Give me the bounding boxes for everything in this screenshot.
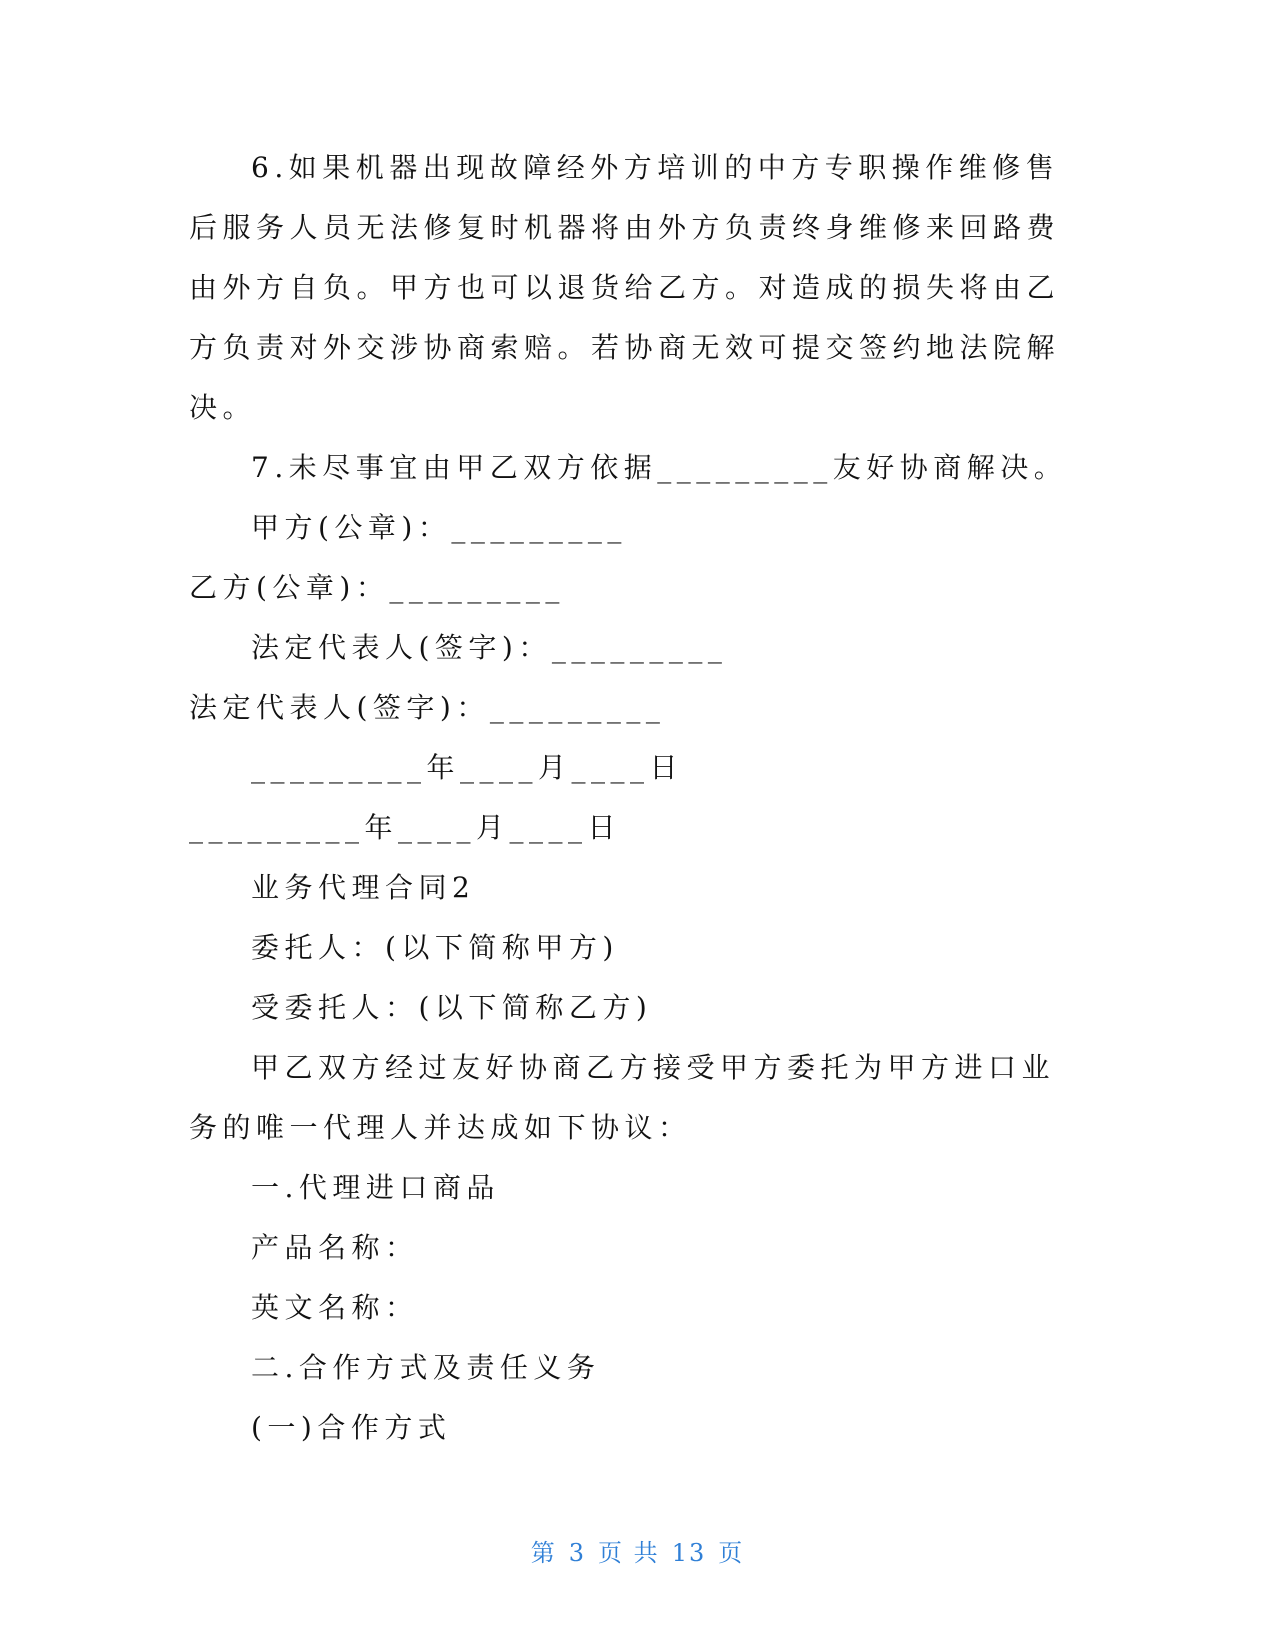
- section-2-heading: 二.合作方式及责任义务: [251, 1351, 601, 1384]
- footer-prefix: 第: [530, 1539, 557, 1567]
- agent-line: 受委托人：(以下简称乙方): [251, 991, 653, 1024]
- party-a-seal-line: 甲方(公章)：_________: [251, 511, 627, 544]
- paragraph-clause-6: 6.如果机器出现故障经外方培训的中方专职操作维修售后服务人员无法修复时机器将由外方负责终身维修来回路费由外方自负。甲方也可以退货给乙方。对造成的损失将由乙方负责对外交涉协商索赔。若协商无效可提交签约地法院解决。: [189, 151, 1061, 424]
- footer-total-pages: 13: [671, 1539, 707, 1567]
- footer-suffix: 页: [718, 1539, 745, 1567]
- contract-title: 业务代理合同2: [251, 871, 476, 904]
- party-b-seal-line: 乙方(公章)：_________: [189, 571, 565, 604]
- footer-middle: 页 共: [598, 1539, 660, 1567]
- document-body: [189, 138, 1069, 1458]
- page-footer: [0, 1533, 1275, 1568]
- english-name-line: 英文名称：: [251, 1291, 419, 1324]
- footer-current-page: 3: [568, 1539, 587, 1567]
- party-a-representative-line: 法定代表人(签字)：_________: [251, 631, 728, 664]
- paragraph-clause-7: 7.未尽事宜由甲乙双方依据_________友好协商解决。: [251, 451, 1068, 484]
- product-name-line: 产品名称：: [251, 1231, 419, 1264]
- party-b-date-line: _________年____月____日: [189, 811, 622, 844]
- agreement-intro: 甲乙双方经过友好协商乙方接受甲方委托为甲方进口业务的唯一代理人并达成如下协议：: [189, 1051, 1056, 1144]
- principal-line: 委托人：(以下简称甲方): [251, 931, 619, 964]
- section-1-heading: 一.代理进口商品: [251, 1171, 500, 1204]
- subsection-1-heading: (一)合作方式: [251, 1411, 452, 1444]
- party-b-representative-line: 法定代表人(签字)：_________: [189, 691, 666, 724]
- party-a-date-line: _________年____月____日: [251, 751, 684, 784]
